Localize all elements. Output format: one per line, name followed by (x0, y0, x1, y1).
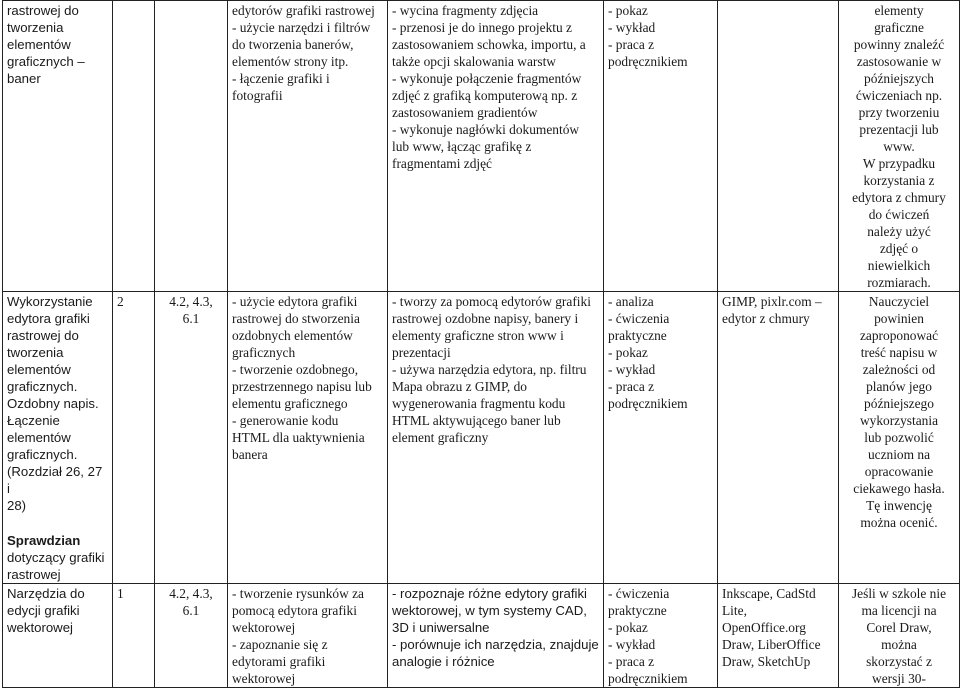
topic-text: rastrowej do tworzenia elementów graficznych – baner (7, 3, 85, 86)
methods-text: - pokaz - wykład - praca z podręcznikiem (608, 3, 688, 69)
outcomes-cell (388, 1, 604, 292)
hours-cell (113, 1, 155, 292)
requirements-text: 4.2, 4.3, 6.1 (169, 294, 213, 326)
methods-text: - analiza - ćwiczenia praktyczne - pokaz - wykład - praca z podręcznikiem (608, 294, 688, 411)
notes-text: elementy graficzne powinny znaleźć zastosowanie w późniejszych ćwiczeniach np. przy tworzeniu prezentacji lub www. W przypadku korzystania z edytora z chmury do ćwiczeń należy użyć zdjęć o niewielkich rozmiarach. (852, 3, 946, 290)
test-description: dotyczący grafiki rastrowej (7, 550, 105, 582)
topic-text: Narzędzia do edycji grafiki wektorowej (7, 586, 85, 635)
topic-cell (3, 584, 113, 688)
test-heading: Sprawdzian (7, 533, 81, 548)
topic-cell (3, 292, 113, 584)
content-cell (228, 584, 388, 688)
notes-cell (839, 1, 960, 292)
topic-text: Wykorzystanie edytora grafiki rastrowej do tworzenia elementów graficznych. Ozdobny napis. Łączenie elementów graficznych. (Rozdział 26, 27 i 28) (7, 294, 103, 513)
tools-cell (718, 292, 839, 584)
outcomes-cell (388, 584, 604, 688)
lesson-plan-table (2, 0, 960, 688)
tools-cell (718, 1, 839, 292)
topic-cell (3, 1, 113, 292)
content-cell (228, 292, 388, 584)
outcomes-cell (388, 292, 604, 584)
outcomes-text: - tworzy za pomocą edytorów grafiki rastrowej ozdobne napisy, banery i elementy graficzne stron www i prezentacji - używa narzędzia edytora, np. filtru Mapa obrazu z GIMP, do wygenerowania fragmentu kodu HTML aktywującego baner lub element graficzny (392, 294, 591, 445)
content-text: - użycie edytora grafiki rastrowej do stworzenia ozdobnych elementów graficznych - tworzenie ozdobnego, przestrzennego napisu lub elementu graficznego - generowanie kodu HTML dla uaktywnienia banera (232, 294, 372, 462)
methods-cell (604, 584, 718, 688)
notes-cell (839, 292, 960, 584)
hours-text: 1 (117, 586, 124, 601)
tools-cell (718, 584, 839, 688)
requirements-cell (155, 292, 228, 584)
requirements-text: 4.2, 4.3, 6.1 (169, 586, 213, 618)
hours-text: 2 (117, 294, 124, 309)
methods-text: - ćwiczenia praktyczne - pokaz - wykład - praca z podręcznikiem (608, 586, 688, 686)
methods-cell (604, 1, 718, 292)
requirements-cell (155, 584, 228, 688)
notes-text: Nauczyciel powinien zaproponować treść napisu w zależności od planów jego późniejszego wykorzystania lub pozwolić uczniom na opracowanie ciekawego hasła. Tę inwencję można ocenić. (853, 294, 945, 530)
notes-cell (839, 584, 960, 688)
table-row (3, 1, 960, 292)
tools-text: GIMP, pixlr.com – edytor z chmury (722, 294, 822, 326)
outcomes-text: - rozpoznaje różne edytory grafiki wektorowej, w tym systemy CAD, 3D i uniwersalne - porównuje ich narzędzia, znajduje analogie i różnice (392, 586, 599, 669)
table-row (3, 584, 960, 688)
content-cell (228, 1, 388, 292)
requirements-cell (155, 1, 228, 292)
content-text: edytorów grafiki rastrowej - użycie narzędzi i filtrów do tworzenia banerów, elementów strony itp. - łączenie grafiki i fotografii (232, 3, 375, 103)
hours-cell (113, 584, 155, 688)
outcomes-text: - wycina fragmenty zdjęcia - przenosi je do innego projektu z zastosowaniem schowka, importu, a także opcji skalowania warstw - wykonuje połączenie fragmentów zdjęć z grafiką komputerową np. z zastosowaniem gradientów - wykonuje nagłówki dokumentów lub www, łącząc grafikę z fragmentami zdjęć (392, 3, 586, 171)
methods-cell (604, 292, 718, 584)
tools-text: Inkscape, CadStd Lite, OpenOffice.org Draw, LiberOffice Draw, SketchUp (722, 586, 821, 669)
content-text: - tworzenie rysunków za pomocą edytora grafiki wektorowej - zapoznanie się z edytorami grafiki wektorowej (232, 586, 364, 686)
table-row (3, 292, 960, 584)
notes-text: Jeśli w szkole nie ma licencji na Corel Draw, można skorzystać z wersji 30- (851, 586, 947, 686)
hours-cell (113, 292, 155, 584)
